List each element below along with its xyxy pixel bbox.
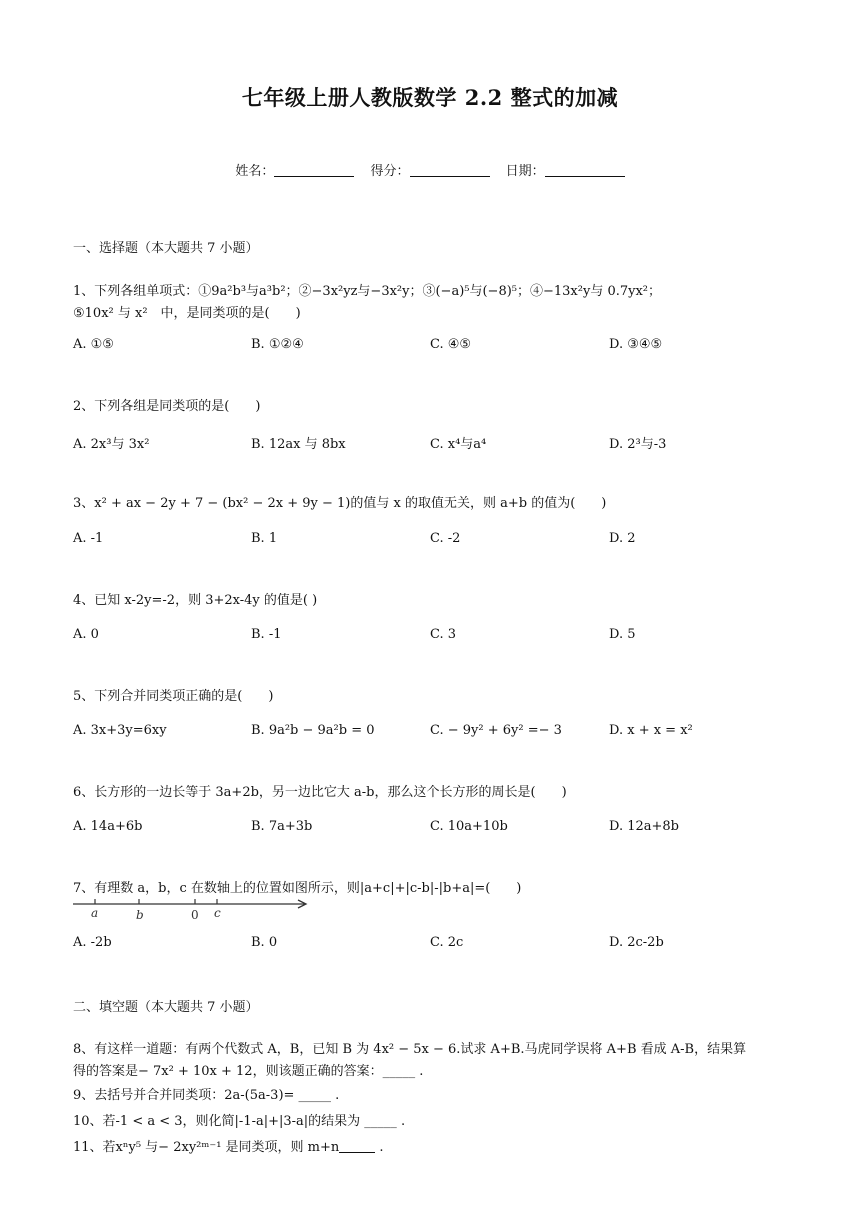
option-b[interactable]: B. 0 (251, 935, 278, 950)
section-heading-choice: 一、选择题（本大题共 7 小题） (73, 241, 259, 256)
label-c: c (214, 906, 221, 920)
option-b[interactable]: B. 1 (251, 531, 278, 546)
option-b[interactable]: B. -1 (251, 627, 282, 642)
option-a[interactable]: A. -2b (73, 935, 112, 950)
option-a[interactable]: A. 2x³与 3x² (73, 437, 150, 452)
question-4: 4、已知 x-2y=-2，则 3+2x-4y 的值是( ) (73, 593, 318, 608)
question-8-line1: 8、有这样一道题：有两个代数式 A，B，已知 B 为 4x² − 5x − 6.试求 A+B.马虎同学误将 A+B 看成 A-B，结果算 (73, 1042, 747, 1057)
student-info (0, 160, 860, 179)
label-a: a (91, 906, 99, 920)
option-d[interactable]: D. x + x = x² (609, 723, 693, 738)
option-d[interactable]: D. ③④⑤ (609, 337, 663, 352)
question-10: 10、若-1 < a < 3，则化简|-1-a|+|3-a|的结果为 _____ . (73, 1114, 406, 1129)
option-d[interactable]: D. 12a+8b (609, 819, 680, 834)
question-1-line2: ⑤10x² 与 x² 中，是同类项的是( ) (73, 306, 301, 321)
option-d[interactable]: D. 2³与-3 (609, 437, 667, 452)
option-a[interactable]: A. 0 (73, 627, 99, 642)
question-4-options (73, 627, 793, 647)
score-label: 得分： (370, 164, 410, 179)
option-b[interactable]: B. 12ax 与 8bx (251, 437, 346, 452)
option-b[interactable]: B. 7a+3b (251, 819, 313, 834)
section-heading-fill: 二、填空题（本大题共 7 小题） (73, 1000, 259, 1015)
question-2: 2、下列各组是同类项的是( ) (73, 399, 261, 414)
question-7-options (73, 935, 793, 955)
option-b[interactable]: B. 9a²b − 9a²b = 0 (251, 723, 375, 738)
question-6-options (73, 819, 793, 839)
option-c[interactable]: C. ④⑤ (430, 337, 472, 352)
question-7: 7、有理数 a，b，c 在数轴上的位置如图所示，则|a+c|+|c-b|-|b+a|=( ) (73, 881, 522, 896)
name-blank[interactable] (274, 164, 354, 177)
option-c[interactable]: C. − 9y² + 6y² =− 3 (430, 723, 562, 738)
question-6: 6、长方形的一边长等于 3a+2b，另一边比它大 a-b，那么这个长方形的周长是( ) (73, 785, 567, 800)
option-d[interactable]: D. 2 (609, 531, 636, 546)
option-c[interactable]: C. 3 (430, 627, 457, 642)
question-2-options (73, 433, 793, 453)
score-blank[interactable] (410, 164, 490, 177)
question-5: 5、下列合并同类项正确的是( ) (73, 689, 274, 704)
option-c[interactable]: C. 2c (430, 935, 464, 950)
name-label: 姓名： (235, 164, 275, 179)
option-c[interactable]: C. x⁴与a⁴ (430, 437, 487, 452)
question-5-options (73, 723, 793, 743)
question-11-text: 11、若xⁿy⁵ 与− 2xy²ᵐ⁻¹ 是同类项，则 m+n (73, 1140, 340, 1155)
score-field (370, 160, 489, 179)
option-c[interactable]: C. -2 (430, 531, 461, 546)
option-a[interactable]: A. 14a+6b (73, 819, 143, 834)
answer-blank[interactable] (339, 1140, 375, 1153)
option-d[interactable]: D. 2c-2b (609, 935, 664, 950)
page-title: 七年级上册人教版数学 2.2 整式的加减 (241, 85, 619, 110)
option-d[interactable]: D. 5 (609, 627, 636, 642)
date-field (506, 160, 625, 179)
question-1-line1: 1、下列各组单项式：①9a²b³与a³b²；②−3x²yz与−3x²y；③(−a)⁵与(−8)⁵；④−13x²y与 0.7yx²； (73, 284, 662, 299)
question-1-options (73, 337, 793, 357)
option-a[interactable]: A. -1 (73, 531, 104, 546)
question-8-line2: 得的答案是− 7x² + 10x + 12，则该题正确的答案：_____ . (73, 1064, 424, 1079)
question-1 (73, 281, 790, 325)
option-b[interactable]: B. ①②④ (251, 337, 304, 352)
option-c[interactable]: C. 10a+10b (430, 819, 508, 834)
option-a[interactable]: A. 3x+3y=6xy (73, 723, 167, 738)
question-8 (73, 1039, 790, 1083)
number-line-figure (73, 896, 313, 922)
question-11-suffix: . (375, 1140, 384, 1155)
label-zero: 0 (191, 908, 199, 922)
name-field (235, 160, 354, 179)
question-3-options (73, 531, 793, 551)
date-label: 日期： (505, 164, 545, 179)
question-11 (73, 1137, 790, 1159)
option-a[interactable]: A. ①⑤ (73, 337, 114, 352)
question-3: 3、x² + ax − 2y + 7 − (bx² − 2x + 9y − 1)的值与 x 的取值无关，则 a+b 的值为( ) (73, 496, 607, 511)
date-blank[interactable] (545, 164, 625, 177)
question-9: 9、去括号并合并同类项：2a-(5a-3)= _____ . (73, 1088, 340, 1103)
label-b: b (136, 908, 144, 922)
